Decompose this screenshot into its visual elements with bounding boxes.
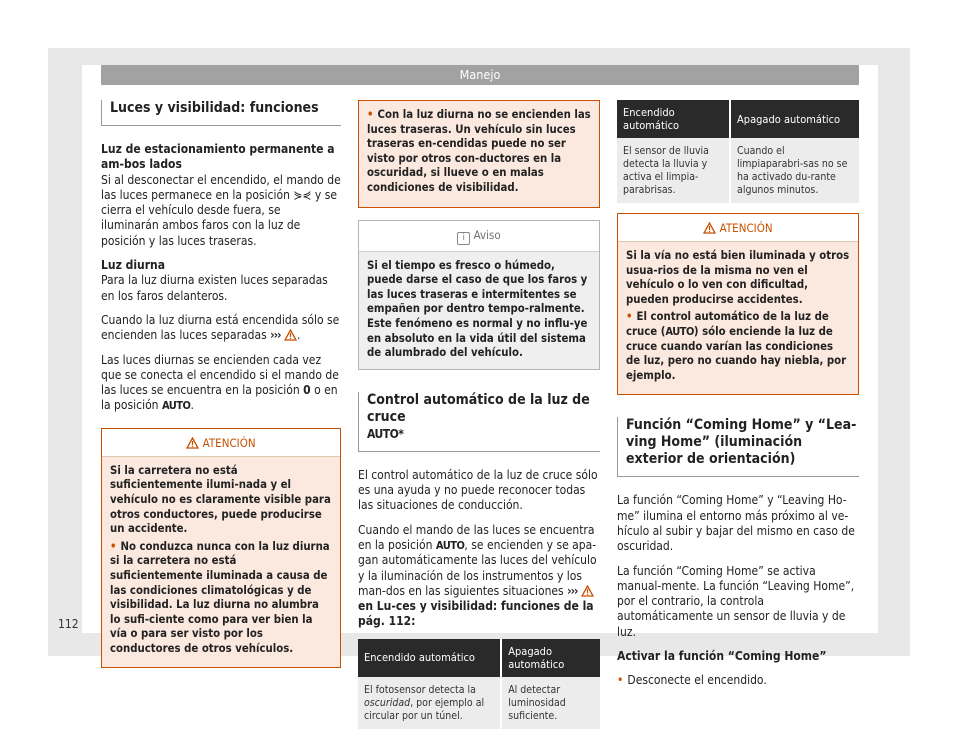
warning-triangle-icon	[703, 222, 716, 234]
info-icon: i	[457, 232, 470, 245]
list-item	[617, 673, 859, 688]
position-zero: 0	[303, 383, 311, 398]
bullet-icon: •	[110, 539, 117, 553]
warning-header	[618, 214, 858, 242]
table-row	[617, 138, 859, 203]
bullet-icon: •	[617, 673, 624, 688]
text: oscuridad	[364, 696, 411, 709]
warning-box	[101, 428, 341, 669]
subheading-parking-light: Luz de estacionamiento permanente a am-bos lados	[101, 142, 335, 172]
text: Control automático de la luz de cruce	[367, 391, 590, 425]
warning-text: Si la carretera no está suficientemente ilumi-nada y el vehículo no es claramente visible para otros conductores, puede producirse un accidente.	[110, 463, 331, 536]
warning-header	[102, 429, 340, 457]
bullet-icon: •	[626, 310, 633, 324]
table-header: Apagado automático	[730, 100, 859, 138]
cross-reference-link[interactable]: en Lu-ces y visibilidad: funciones de la pág. 112:	[358, 599, 594, 629]
text: Cuando la luz diurna está encendida sólo se encienden las luces separadas	[101, 312, 340, 343]
table-cell: Al detectar luminosidad suficiente.	[501, 677, 600, 729]
note-header	[359, 221, 599, 252]
text: y se cierra el vehículo desde fuera, se iluminarán ambos faros con la luz de posición y las luces traseras.	[101, 187, 337, 248]
text: No conduzca nunca con la luz diurna si la carretera no está suficientemente iluminada a causa de las condiciones climatológicas y de visibilidad. La luz diurna no alumbra lo sufi-ciente como para ver bien la vía o para ser visto por los conductores de otros vehículos.	[110, 539, 330, 655]
warning-triangle-icon	[284, 329, 297, 341]
auto-symbol: AUTO	[665, 324, 694, 338]
text: , se encienden y se apa-gan automáticamente las luces del vehículo y la iluminación de los instrumentos y los man-dos en las siguientes situaciones	[358, 537, 597, 598]
warning-box-continued	[358, 100, 600, 208]
warning-text: Si la vía no está bien iluminada y otros usua-rios de la misma no ven el vehículo o lo ven con dificultad, pueden producirse accidentes.	[626, 249, 850, 306]
column-2	[358, 100, 600, 729]
warning-body	[359, 101, 599, 207]
warning-body	[618, 242, 858, 394]
paragraph-coming-home-1: La función “Coming Home” y “Leaving Ho-me” ilumina el entorno más próximo al ve-hículo al subir y bajar del mismo en caso de oscuridad.	[617, 493, 855, 554]
rain-sensor-table	[617, 100, 859, 203]
table-header: Apagado automático	[501, 639, 600, 677]
warning-box	[617, 213, 859, 395]
table-cell: Cuando el limpiaparabri-sas no se ha activado du-rante algunos minutos.	[730, 138, 859, 203]
note-text: Si el tiempo es fresco o húmedo, puede darse el caso de que los faros y las luces traseras e intermitentes se empañen por dentro tempo-ralmente. Este fenómeno es normal y no influ-ye en absoluto en la vida útil del sistema de alumbrado del vehículo.	[367, 258, 588, 360]
text: El fotosensor detecta la	[364, 683, 476, 696]
parking-light-icon: ⋟⋞	[293, 187, 312, 202]
page-number: 112	[58, 617, 79, 631]
warning-triangle-icon	[581, 585, 594, 597]
warning-triangle-icon	[186, 437, 199, 449]
paragraph-auto-2	[358, 523, 600, 630]
section-title-auto-light	[358, 392, 600, 452]
section-title-coming-home: Función “Coming Home” y “Lea-ving Home” (iluminación exterior de orientación)	[617, 417, 859, 477]
paragraph-daylight-3: Las luces diurnas se encienden cada vez que se conecta el encendido si el mando de las luces se encuentra en la posición 0 o en la posición AUTO.	[101, 352, 339, 413]
warning-bullet	[110, 540, 332, 657]
note-box	[358, 220, 600, 370]
paragraph-parking-light	[101, 173, 341, 249]
table-cell	[358, 677, 501, 729]
subheading-daylight: Luz diurna	[101, 258, 166, 273]
table-header: Encendido automático	[617, 100, 730, 138]
column-3	[617, 100, 859, 698]
text: Con la luz diurna no se encienden las luces traseras. Un vehículo sin luces traseras en-cendidas puede no ser visto por otros con-ductores en la oscuridad, si llueve o en malas condiciones de visibilidad.	[367, 108, 591, 194]
auto-symbol: AUTO*	[367, 426, 404, 441]
table-cell: El sensor de lluvia detecta la lluvia y activa el limpia-parabrisas.	[617, 138, 730, 203]
table-header: Encendido automático	[358, 639, 501, 677]
warning-bullet	[626, 310, 850, 383]
auto-symbol: AUTO	[435, 538, 465, 552]
paragraph-daylight-1: Para la luz diurna existen luces separadas en los faros delanteros.	[101, 273, 328, 303]
text: Si al desconectar el encendido, el mando de las luces permanece en la posición	[101, 172, 341, 202]
cross-reference-icon: ›››	[270, 328, 281, 343]
cross-reference-icon: ›››	[567, 583, 578, 598]
text: o en la posición	[101, 383, 338, 413]
text: El control automático de la luz de cruce (	[626, 310, 829, 338]
section-title: Luces y visibilidad: funciones	[101, 100, 341, 126]
text: Desconecte el encendido.	[627, 673, 767, 688]
paragraph-auto-1: El control automático de la luz de cruce sólo es una ayuda y no puede reconocer todas las situaciones de conducción.	[358, 467, 598, 513]
note-body	[359, 252, 599, 369]
text: ) sólo enciende la luz de cruce cuando varían las condiciones de luz, pero no cuando hay niebla, por ejemplo.	[626, 324, 847, 382]
bullet-icon: •	[367, 108, 374, 121]
auto-symbol: AUTO	[161, 399, 191, 413]
column-1	[101, 100, 341, 668]
warning-bullet	[367, 108, 591, 196]
warning-title: ATENCIÓN	[202, 435, 256, 450]
text: , por ejemplo al circular por un túnel.	[364, 696, 485, 722]
paragraph-daylight-2: Cuando la luz diurna está encendida sólo se encienden las luces separadas ››› .	[101, 312, 340, 343]
text: Las luces diurnas se encienden cada vez que se conecta el encendido si el mando de las luces se encuentra en la posición	[101, 352, 339, 398]
subheading-activate: Activar la función “Coming Home”	[617, 649, 827, 664]
auto-light-table	[358, 639, 600, 729]
page-header: Manejo	[101, 65, 859, 85]
text: Cuando el mando de las luces se encuentra en la posición	[358, 522, 595, 552]
table-row	[358, 677, 600, 729]
warning-title: ATENCIÓN	[719, 221, 773, 235]
warning-body	[102, 457, 340, 668]
paragraph-coming-home-2: La función “Coming Home” se activa manual-mente. La función “Leaving Home”, por el contrario, la controla automáticamente un sensor de lluvia y de luz.	[617, 563, 855, 639]
note-title: Aviso	[473, 227, 501, 242]
